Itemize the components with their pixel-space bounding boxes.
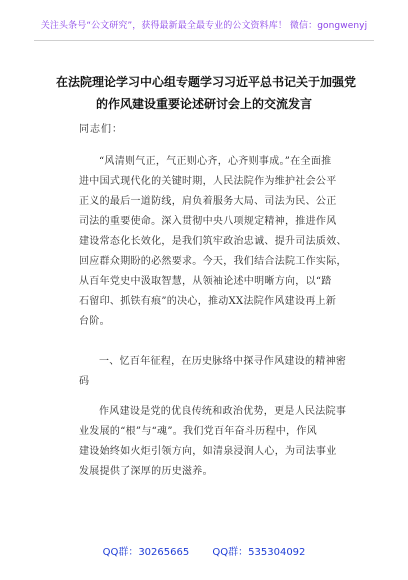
paragraph-line: 回应群众期盼的必然要求。今天，我们结合法院工作实际， (79, 256, 347, 267)
paragraph-line: 业发展的“根”与“魂”。我们党百年奋斗历程中，作风 (79, 426, 317, 437)
paragraph-line: 作风建设是党的优良传统和政治优势，更是人民法院事 (99, 406, 347, 417)
header-divider (34, 40, 374, 41)
paragraph-line: 建设常态化长效化，是我们筑牢政治忠诚、提升司法质效、 (79, 236, 347, 247)
paragraph-line: 从百年党史中汲取智慧，从领袖论述中明晰方向，以“踏 (79, 276, 332, 287)
paragraph-1 (79, 152, 351, 332)
paragraph-line: 石留印、抓铁有痕”的决心，推动XX法院作风建设再上新 (79, 296, 337, 307)
heading-line: 一、忆百年征程，在历史脉络中探寻作风建设的精神密 (99, 356, 347, 367)
document-title (56, 71, 357, 115)
paragraph-line: 正义的最后一道防线，肩负着服务大局、司法为民、公正 (79, 196, 337, 207)
paragraph-line: 发展提供了深厚的历史滋养。 (79, 466, 213, 477)
paragraph-2 (79, 402, 351, 482)
paragraph-line: 建设始终如火炬引领方向，如清泉浸润人心，为司法事业 (79, 446, 337, 457)
footer-qq-group-1: QQ群：30265665 (102, 547, 190, 558)
salutation: 同志们： (79, 124, 123, 135)
footer (0, 543, 408, 558)
paragraph-line: “风清则气正，气正则心齐，心齐则事成。”在全面推 (99, 156, 332, 167)
paragraph-line: 台阶。 (79, 316, 110, 327)
header-note: 关注头条号“公文研究”，获得最新最全最专业的公文资料库！ 微信：gongwenyj (40, 21, 368, 31)
title-line: 在法院理论学习中心组专题学习习近平总书记关于加强党 (56, 75, 357, 89)
section-1-heading (79, 352, 351, 392)
heading-line: 码 (79, 376, 90, 387)
footer-qq-group-2: QQ群：535304092 (212, 547, 306, 558)
paragraph-line: 进中国式现代化的关键时期，人民法院作为维护社会公平 (79, 176, 337, 187)
paragraph-line: 司法的重要使命。深入贯彻中央八项规定精神，推进作风 (79, 216, 337, 227)
title-line: 的作风建设重要论述研讨会上的交流发言 (95, 97, 312, 111)
